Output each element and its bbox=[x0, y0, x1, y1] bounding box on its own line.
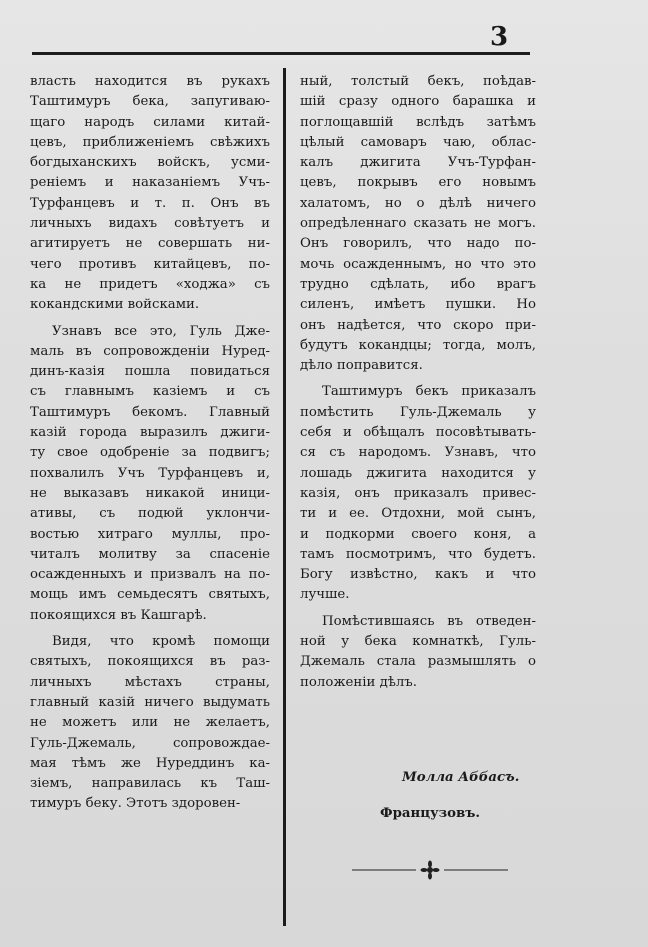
text-line: съ главнымъ казiемъ и съ bbox=[30, 384, 270, 400]
text-line: ка не придетъ «ходжа» съ bbox=[30, 276, 270, 292]
text-line: мощь имъ семьдесятъ святыхъ, bbox=[30, 587, 270, 603]
header-rule bbox=[32, 52, 530, 55]
text-line: лучше. bbox=[300, 587, 350, 603]
text-line: маль въ сопровожденiи Нуред- bbox=[30, 343, 270, 359]
text-line: ативы, съ подюй уклончи- bbox=[30, 506, 270, 522]
text-line: личныхъ мѣстахъ страны, bbox=[30, 674, 270, 690]
text-line: казiй города выразилъ джиги- bbox=[30, 425, 270, 441]
text-line: Таштимуръ бека, запугиваю- bbox=[30, 94, 270, 110]
text-line: читалъ молитву за спасенiе bbox=[30, 546, 270, 562]
text-line: мая тѣмъ же Нуреддинъ ка- bbox=[30, 755, 270, 771]
text-line: дѣло поправится. bbox=[300, 358, 423, 374]
text-line: агитируетъ не совершать ни- bbox=[30, 236, 270, 252]
text-line: ный, толстый бекъ, поѣдав- bbox=[300, 74, 536, 89]
text-line: кокандскими войсками. bbox=[30, 297, 200, 313]
text-line: будутъ кокандцы; тогда, молъ, bbox=[300, 337, 536, 353]
text-line: помѣстить Гуль-Джемаль у bbox=[300, 404, 536, 420]
text-line: ренiемъ и наказанiемъ Учъ- bbox=[30, 175, 270, 191]
text-line: мочь осажденнымъ, но что это bbox=[300, 256, 536, 272]
text-line: положенiи дѣлъ. bbox=[300, 674, 417, 690]
text-line: ти и ее. Отдохни, мой сынъ, bbox=[300, 506, 536, 522]
text-line: востью хитраго муллы, про- bbox=[30, 526, 270, 542]
text-line: Онъ говорилъ, что надо по- bbox=[300, 236, 536, 252]
text-line: Богу извѣстно, какъ и что bbox=[300, 567, 536, 583]
text-line: себя и обѣщалъ посовѣтывать- bbox=[300, 425, 536, 441]
text-line: ся съ народомъ. Узнавъ, что bbox=[300, 445, 536, 461]
flower-ornament-icon bbox=[352, 860, 508, 880]
left-paragraph bbox=[30, 72, 270, 316]
text-line: динъ-казiя пошла повидаться bbox=[30, 364, 270, 380]
text-line: и подкорми своего коня, а bbox=[300, 526, 536, 542]
text-line: ту свое одобренiе за подвигъ; bbox=[30, 445, 270, 461]
text-line: Джемаль стала размышлять о bbox=[300, 654, 536, 670]
text-line: чего противъ китайцевъ, по- bbox=[30, 256, 270, 272]
right-paragraph bbox=[300, 382, 536, 605]
text-line: онъ надѣется, что скоро при- bbox=[300, 317, 536, 333]
text-line: калъ джигита Учъ-Турфан- bbox=[300, 155, 536, 171]
left-paragraph bbox=[30, 322, 270, 626]
text-line: личныхъ видахъ совѣтуетъ и bbox=[30, 216, 270, 232]
right-column bbox=[300, 72, 536, 699]
text-line: власть находится въ рукахъ bbox=[30, 74, 270, 89]
author-signature: Молла Аббасъ. bbox=[402, 770, 520, 785]
left-paragraph bbox=[30, 632, 270, 815]
column-divider bbox=[283, 68, 286, 926]
text-line: Узнавъ все это, Гуль Дже- bbox=[52, 323, 270, 339]
text-line: богдыханскихъ войскъ, усми- bbox=[30, 155, 270, 171]
left-column bbox=[30, 72, 270, 821]
text-line: поглощавшiй вслѣдъ затѣмъ bbox=[300, 114, 536, 130]
text-line: тимуръ беку. Этотъ здоровен- bbox=[30, 796, 241, 812]
text-line: халатомъ, но о дѣлѣ ничего bbox=[300, 195, 536, 211]
right-paragraph bbox=[300, 72, 536, 376]
text-line: похвалилъ Учъ Турфанцевъ и, bbox=[30, 465, 270, 481]
text-line: Видя, что кромѣ помощи bbox=[52, 634, 270, 650]
text-line: Таштимуръ бекомъ. Главный bbox=[30, 404, 270, 420]
text-line: ной у бека комнаткѣ, Гуль- bbox=[300, 634, 536, 650]
text-line: зiемъ, направилась къ Таш- bbox=[30, 776, 270, 792]
text-line: лошадь джигита находится у bbox=[300, 465, 536, 481]
text-line: тамъ посмотримъ, что будетъ. bbox=[300, 546, 536, 562]
text-line: цевъ, покрывъ его новымъ bbox=[300, 175, 536, 191]
text-line: трудно сдѣлать, ибо врагъ bbox=[300, 276, 536, 292]
text-line: цевъ, приближенiемъ свѣжихъ bbox=[30, 134, 270, 150]
right-paragraph bbox=[300, 612, 536, 693]
text-line: щаго народъ силами китай- bbox=[30, 114, 270, 130]
text-line: Помѣстившаясь въ отведен- bbox=[322, 613, 536, 629]
text-line: святыхъ, покоящихся въ раз- bbox=[30, 654, 270, 670]
text-line: силенъ, имѣетъ пушки. Но bbox=[300, 297, 536, 313]
page-number: 3 bbox=[490, 22, 509, 52]
text-line: Таштимуръ бекъ приказалъ bbox=[322, 384, 536, 400]
text-line: главный казiй ничего выдумать bbox=[30, 694, 270, 710]
text-line: Гуль-Джемаль, сопровождае- bbox=[30, 735, 270, 751]
text-line: шiй сразу одного барашка и bbox=[300, 94, 536, 110]
text-line: опредѣленнаго сказать не могъ. bbox=[300, 216, 536, 232]
text-line: не можетъ или не желаетъ, bbox=[30, 715, 270, 731]
text-line: Турфанцевъ и т. п. Онъ въ bbox=[30, 195, 270, 211]
text-line: покоящихся въ Кашгарѣ. bbox=[30, 607, 207, 623]
text-line: казiя, онъ приказалъ привес- bbox=[300, 485, 536, 501]
translator-signature: Французовъ. bbox=[380, 806, 481, 821]
text-line: цѣлый самоваръ чаю, облас- bbox=[300, 134, 536, 150]
text-line: осажденныхъ и призвалъ на по- bbox=[30, 567, 270, 583]
text-line: не выказавъ никакой иници- bbox=[30, 485, 270, 501]
